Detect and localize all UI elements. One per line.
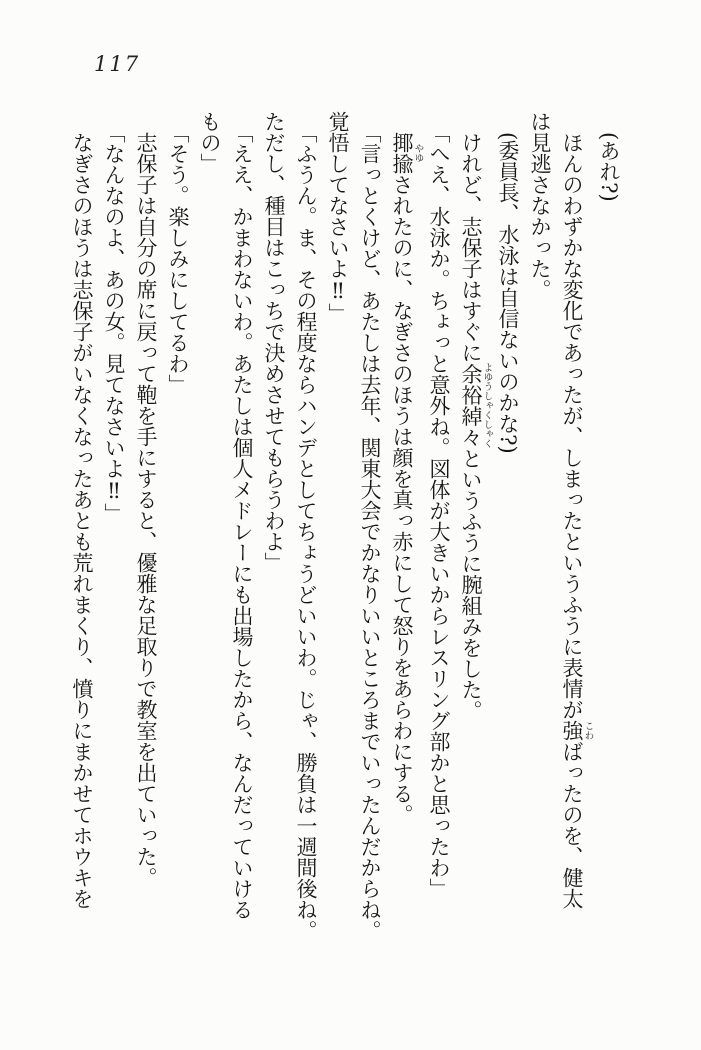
furigana-annotated-word: 余裕綽々よゆうしゃくしゃく: [459, 362, 493, 449]
text-line: ほんのわずかな変化であったが、しまったというふうに表情が強こわばったのを、健太: [560, 132, 594, 909]
text-line: 「ふうん。ま、その程度ならハンデとしてちょうどいいわ。じゃ、勝負は一週間後ね。: [294, 121, 318, 941]
text-line: は見逃さなかった。: [528, 111, 552, 300]
text-line: (委員長、水泳は自信ないのかな?): [496, 132, 520, 454]
furigana-annotated-word: 揶揄やゆ: [390, 132, 424, 174]
novel-text-block: [66, 111, 625, 969]
text-line: なぎさのほうは志保子がいなくなったあとも荒れまくり、憤りにまかせてホウキを: [70, 132, 94, 909]
text-line: 揶揄やゆされたのに、なぎさのほうは顔を真っ赤にして怒りをあらわにする。: [390, 132, 424, 825]
text-line: 「へえ、水泳か。ちょっと意外ね。図体が大きいからレスリング部かと思ったわ」: [427, 121, 451, 899]
text-line: 「言っとくけど、あたしは去年、関東大会でかなりいいところまでいったんだからね。: [358, 121, 382, 941]
text-line: 覚悟してなさいよ‼」: [326, 111, 350, 324]
text-line: 志保子は自分の席に戻って鞄を手にすると、優雅な足取りで教室を出ていった。: [134, 132, 158, 888]
text-line: 「そう。楽しみにしてるわ」: [166, 121, 190, 395]
page-number: 117: [94, 52, 141, 76]
text-line: けれど、志保子はすぐに余裕綽々よゆうしゃくしゃくというふうに腕組みをした。: [459, 132, 493, 722]
text-line: (あれ?): [597, 132, 621, 202]
text-line: 「なんなのよ、あの女。見てなさいよ‼」: [102, 121, 126, 524]
text-line: もの」: [198, 111, 222, 174]
text-line: ただし、種目はこっちで決めさせてもらうわよ」: [262, 111, 286, 573]
furigana-annotated-word: 強こわ: [560, 720, 594, 741]
text-line: 「ええ、かまわないわ。あたしは個人メドレーにも出場したから、なんだっていける: [230, 121, 254, 920]
